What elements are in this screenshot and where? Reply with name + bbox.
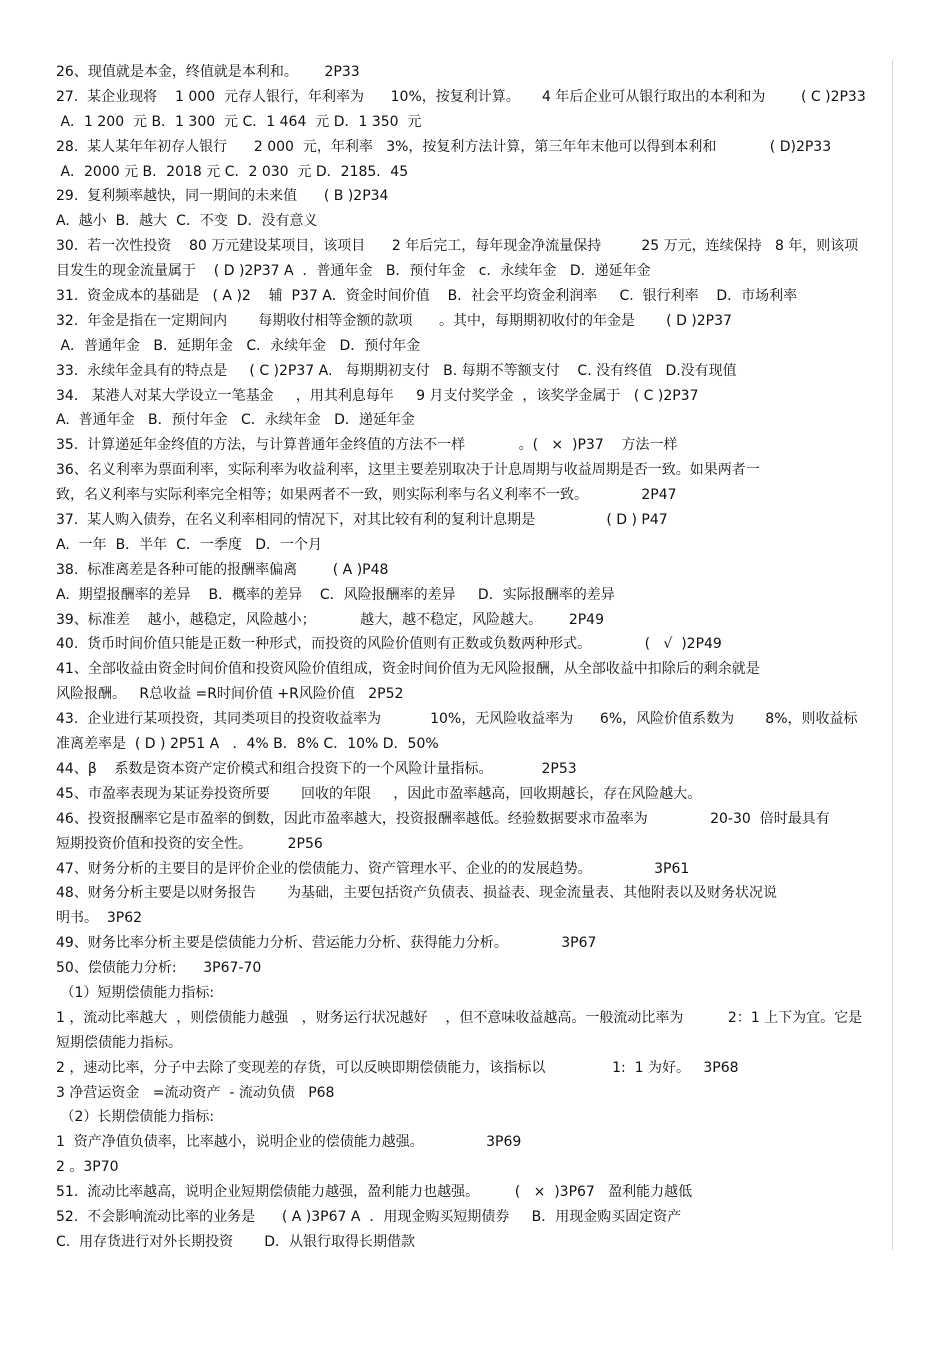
text-line: 3 净营运资金 =流动资产 - 流动负债 P68 (56, 1084, 335, 1101)
text-line: 36、名义利率为票面利率，实际利率为收益利率，这里主要差别取决于计息周期与收益周期是否一致。如果两者一 (56, 462, 760, 479)
text-line: 47、财务分析的主要目的是评价企业的偿债能力、资产管理水平、企业的的发展趋势。 3P61 (56, 860, 690, 877)
text-line: （1）短期偿债能力指标: (56, 984, 215, 1001)
document-page (56, 60, 886, 1255)
text-line: 44、β 系数是资本资产定价模式和组合投资下的一个风险计量指标。 2P53 (56, 760, 577, 777)
text-line: A. 越小 B．越大 C．不变 D．没有意义 (56, 213, 318, 230)
text-line: 短期投资价值和投资的安全性。 2P56 (56, 835, 323, 852)
text-line: 35. 计算递延年金终值的方法，与计算普通年金终值的方法不一样 。( × )P37 方法一样 (56, 437, 678, 454)
text-line: 2 ，速动比率，分子中去除了变现差的存货，可以反映即期偿债能力，该指标以 1: 1 为好。 3P68 (56, 1059, 739, 1076)
text-line: 46、投资报酬率它是市盈率的倒数，因此市盈率越大，投资报酬率越低。经验数据要求市盈率为 20-30 倍时最具有 (56, 810, 830, 827)
text-line: 短期偿债能力指标。 (56, 1034, 182, 1051)
text-line: 致，名义利率与实际利率完全相等；如果两者不一致，则实际利率与名义利率不一致。 2P47 (56, 487, 677, 504)
page-edge-divider (892, 60, 893, 1250)
text-line: 37. 某人购入债券，在名义利率相同的情况下，对其比较有利的复利计息期是 ( D ) P47 (56, 512, 668, 529)
text-line: A. 一年 B．半年 C．一季度 D．一个月 (56, 536, 322, 553)
text-line: 48、财务分析主要是以财务报告 为基础，主要包括资产负债表、损益表、现金流量表、其他附表以及财务状况说 (56, 885, 777, 902)
text-line: 40. 货币时间价值只能是正数一种形式，而投资的风险价值则有正数或负数两种形式。 ( √ )2P49 (56, 636, 722, 653)
text-line: 33. 永续年金具有的特点是 ( C )2P37 A. 每期期初支付 B. 每期不等额支付 C. 没有终值 D.没有现值 (56, 362, 737, 379)
text-line: 1 资产净值负债率，比率越小，说明企业的偿债能力越强。 3P69 (56, 1134, 522, 1151)
text-line: 52. 不会影响流动比率的业务是 ( A )3P67 A ．用现金购买短期债券 B．用现金购买固定资产 (56, 1208, 682, 1225)
text-line: 45、市盈率表现为某证券投资所要 回收的年限 ，因此市盈率越高，回收期越长，存在风险越大。 (56, 785, 702, 802)
text-line: （2）长期偿债能力指标: (56, 1109, 215, 1126)
text-line: 43. 企业进行某项投资，其同类项目的投资收益率为 10%，无风险收益率为 6%，风险价值系数为 8%，则收益标 (56, 711, 858, 728)
text-line: 准离差率是 ( D ) 2P51 A ．4% B．8% C．10% D．50% (56, 736, 439, 753)
text-line: A．2000 元 B．2018 元 C．2 030 元 D．2185．45 (56, 163, 409, 180)
text-line: 明书。 3P62 (56, 910, 143, 927)
text-line: 28. 某人某年年初存人银行 2 000 元，年利率 3%，按复利方法计算，第三年年末他可以得到本利和 ( D)2P33 (56, 138, 832, 155)
text-line: A．1 200 元 B．1 300 元 C．1 464 元 D．1 350 元 (56, 113, 422, 130)
text-line: 2 。3P70 (56, 1159, 119, 1176)
text-line: 29. 复利频率越快，同一期间的未来值 ( B )2P34 (56, 188, 389, 205)
text-line: C. 用存货进行对外长期投资 D．从银行取得长期借款 (56, 1233, 416, 1250)
text-line: 38. 标准离差是各种可能的报酬率偏离 ( A )P48 (56, 561, 389, 578)
text-line: 30. 若一次性投资 80 万元建设某项目，该项目 2 年后完工，每年现金净流量保持 25 万元，连续保持 8 年，则该项 (56, 238, 859, 255)
text-line: 1 ，流动比率越大 ，则偿债能力越强 ，财务运行状况越好 ，但不意味收益越高。一般流动比率为 2：1 上下为宜。它是 (56, 1009, 863, 1026)
text-line: 31. 资金成本的基础是 ( A )2 辅 P37 A．资金时间价值 B．社会平均资金利润率 C. 银行利率 D．市场利率 (56, 288, 798, 305)
text-line: A. 普通年金 B．预付年金 C．永续年金 D．递延年金 (56, 412, 415, 429)
text-line: 34. 某港人对某大学设立一笔基金 ，用其利息每年 9 月支付奖学金 ，该奖学金属于 ( C )2P37 (56, 387, 699, 404)
text-line: A. 期望报酬率的差异 B．概率的差异 C．风险报酬率的差异 D．实际报酬率的差异 (56, 586, 615, 603)
text-line: 目发生的现金流量属于 ( D )2P37 A ．普通年金 B．预付年金 c．永续年金 D．递延年金 (56, 263, 651, 280)
text-line: 风险报酬。 R总收益 =R时间价值 +R风险价值 2P52 (56, 686, 404, 703)
text-line: 51. 流动比率越高，说明企业短期偿债能力越强，盈利能力也越强。 ( × )3P67 盈利能力越低 (56, 1184, 693, 1201)
text-line: 50、偿债能力分析: 3P67-70 (56, 960, 262, 977)
text-line: 41、全部收益由资金时间价值和投资风险价值组成，资金时间价值为无风险报酬，从全部收益中扣除后的剩余就是 (56, 661, 760, 678)
text-line: 39、标准差 越小，越稳定，风险越小； 越大，越不稳定，风险越大。 2P49 (56, 611, 604, 628)
text-line: A．普通年金 B．延期年金 C．永续年金 D．预付年金 (56, 337, 421, 354)
text-line: 32. 年金是指在一定期间内 每期收付相等金额的款项 。其中，每期期初收付的年金是 ( D )2P37 (56, 312, 732, 329)
text-line: 49、财务比率分析主要是偿债能力分析、营运能力分析、获得能力分析。 3P67 (56, 935, 597, 952)
text-line: 26、现值就是本金，终值就是本利和。 2P33 (56, 64, 360, 80)
text-line: 27. 某企业现将 1 000 元存人银行，年利率为 10%，按复利计算。 4 年后企业可从银行取出的本利和为 ( C )2P33 (56, 88, 866, 105)
